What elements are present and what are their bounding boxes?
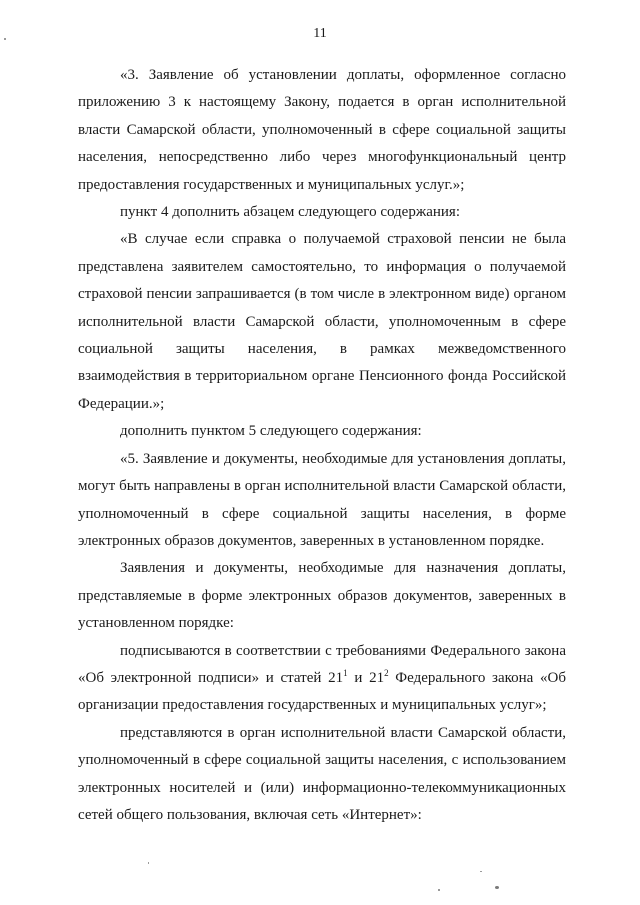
scan-speck <box>495 886 499 889</box>
paragraph-signed-per-law <box>78 638 566 720</box>
scan-speck <box>148 862 149 864</box>
paragraph-submission-channels: представляются в орган исполнительной власти Самарской области, уполномоченный в сфере социальной защиты населения, с использованием электронных носителей и (или) информационно-телекоммуникационных сетей общего пользования, включая сеть «Интернет»: <box>78 724 566 823</box>
scan-speck <box>438 889 440 891</box>
signed-text-start: подписываются в соответствии с требованиями Федерального закона «Об электронной подписи» и статей 21 <box>78 642 566 686</box>
paragraph-electronic-images: Заявления и документы, необходимые для назначения доплаты, представляемые в форме электронных образов документов, заверенных в установленном порядке: <box>78 560 566 632</box>
article-superscript-1: 1 <box>343 667 348 678</box>
paragraph-pension-certificate: «В случае если справка о получаемой страховой пенсии не была представлена заявителем самостоятельно, то информация о получаемой страховой пенсии запрашивается (в том числе в электронном виде) органом исполнительной власти Самарской области, уполномоченным в сфере социальной защиты населения, в рамках межведомственного взаимодействия в территориальном органе Пенсионного фонда Российской Федерации.»; <box>78 231 566 412</box>
paragraph-amend-point-4: пункт 4 дополнить абзацем следующего содержания: <box>120 204 460 221</box>
document-body <box>78 62 566 829</box>
paragraph-electronic-documents: «5. Заявление и документы, необходимые для установления доплаты, могут быть направлены в орган исполнительной власти Самарской области, уполномоченный в сфере социальной защиты населения, в форме электронных образов документов, заверенных в установленном порядке. <box>78 450 566 549</box>
signed-text-middle: и 21 <box>347 669 385 686</box>
paragraph-application-clause-3: «3. Заявление об установлении доплаты, оформленное согласно приложению 3 к настоящему Закону, подается в орган исполнительной власти Самарской области, уполномоченный в сфере социальной защиты населения, непосредственно либо через многофункциональный центр предоставления государственных и муниципальных услуг.»; <box>78 67 566 193</box>
paragraph-add-point-5: дополнить пунктом 5 следующего содержания: <box>120 423 422 440</box>
scan-speck <box>4 38 6 40</box>
signed-text-end: Федерального закона «Об организации предоставления государственных и муниципальных услуг»; <box>78 669 567 714</box>
article-superscript-2: 2 <box>384 667 389 678</box>
scan-speck <box>480 871 482 872</box>
page-number: 11 <box>313 26 327 41</box>
